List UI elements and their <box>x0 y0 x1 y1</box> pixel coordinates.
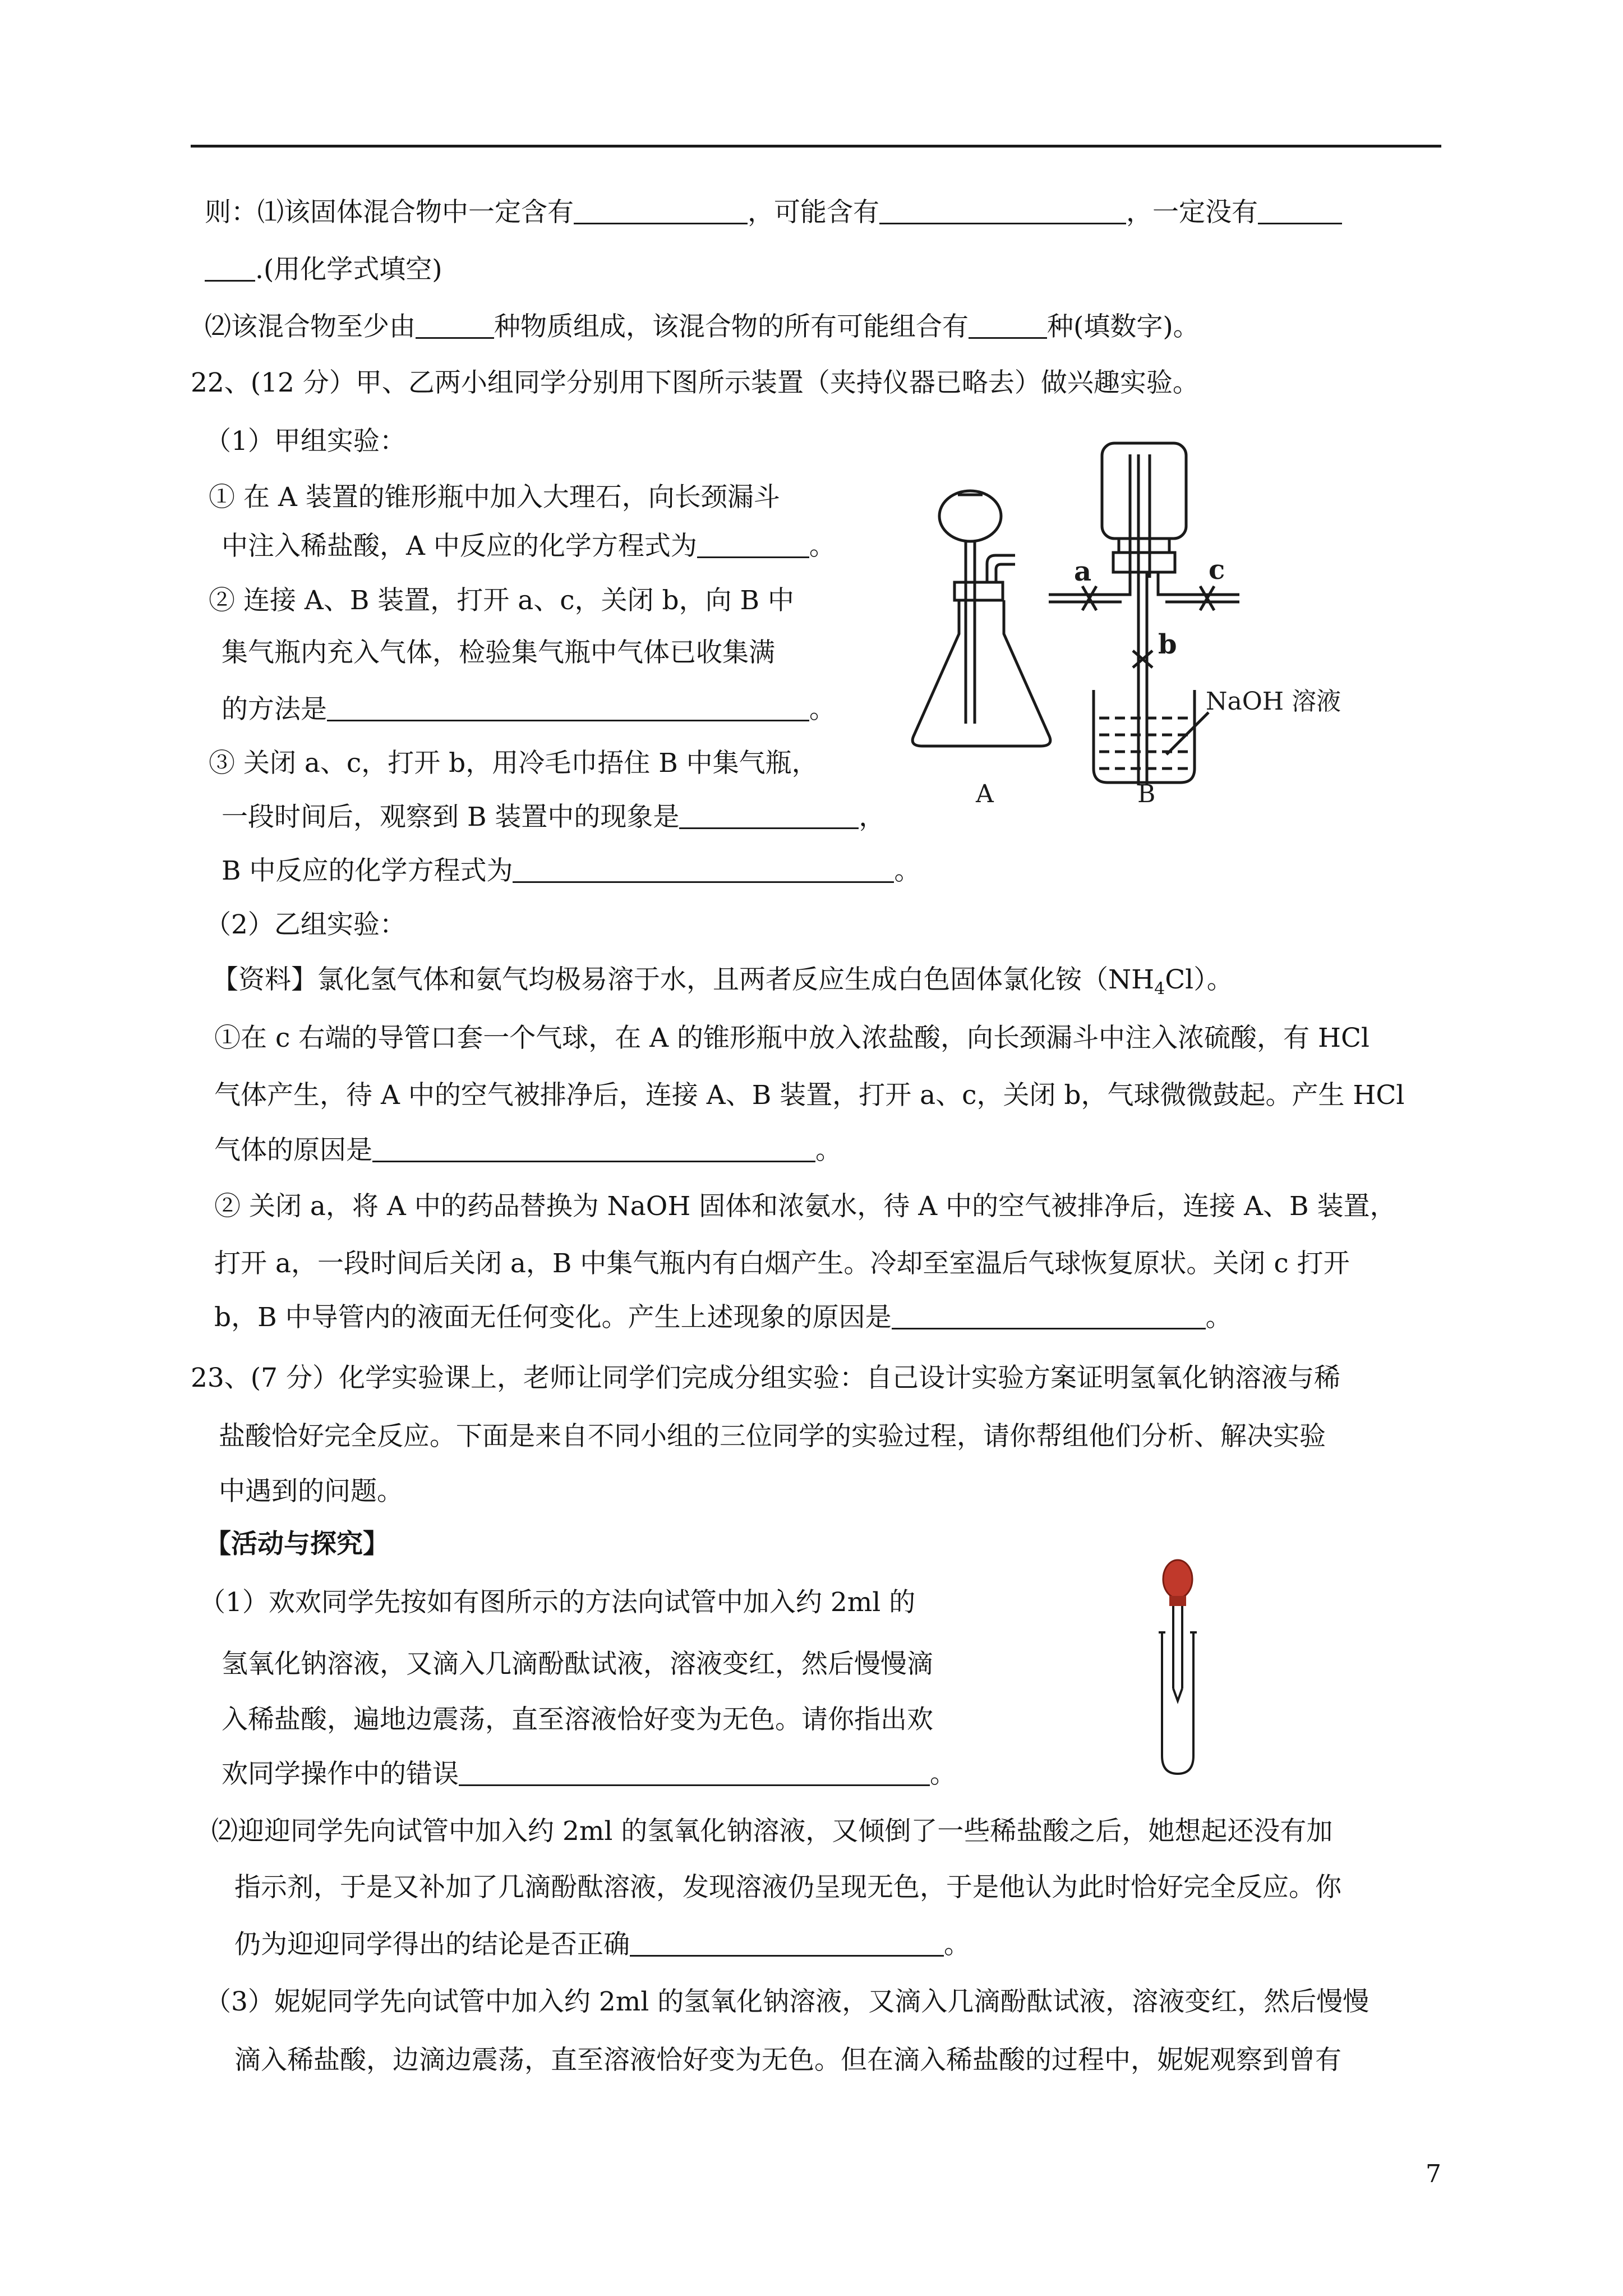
valve-label-c: c <box>1209 554 1225 586</box>
answer-blank[interactable] <box>969 311 1047 335</box>
q22-p1-line-8: B 中反应的化学方程式为 。 <box>222 855 921 886</box>
apparatus-figure <box>903 432 1341 836</box>
q23-p1-line-3: 入稀盐酸，遍地边震荡，直至溶液恰好变为无色。请你指出欢 <box>222 1704 933 1735</box>
q23-p2-line-2: 指示剂，于是又补加了几滴酚酞溶液，发现溶液仍呈现无色，于是他认为此时恰好完全反应。你 <box>234 1872 1341 1903</box>
q22-p1-line-1: ① 在 A 装置的锥形瓶中加入大理石，向长颈漏斗 <box>209 482 780 513</box>
answer-blank[interactable] <box>697 530 809 555</box>
dropper-bulb <box>1163 1560 1192 1598</box>
q21-text-3b: 种物质组成，该混合物的所有可能组合有 <box>494 311 969 342</box>
conical-flask <box>912 600 1050 746</box>
figure-label-B: B <box>1137 780 1156 808</box>
q21-text-1c: ，一定没有 <box>1126 197 1258 228</box>
q23-p1-line-1: （1）欢欢同学先按如有图所示的方法向试管中加入约 2ml 的 <box>199 1587 916 1618</box>
q23-p1-line-2: 氢氧化钠溶液，又滴入几滴酚酞试液，溶液变红，然后慢慢滴 <box>222 1649 933 1680</box>
answer-blank[interactable] <box>416 311 494 335</box>
answer-blank[interactable] <box>513 855 894 880</box>
q21-text-3a: ⑵该混合物至少由 <box>205 311 416 342</box>
page-number: 7 <box>1426 2160 1441 2188</box>
answer-blank[interactable] <box>679 801 859 826</box>
gas-bottle <box>1102 443 1186 539</box>
q22-p2-line-1: ①在 c 右端的导管口套一个气球，在 A 的锥形瓶中放入浓盐酸，向长颈漏斗中注入浓硫酸，有 HCl <box>214 1023 1370 1053</box>
q22-p1-line-7: 一段时间后，观察到 B 装置中的现象是 ， <box>222 802 886 832</box>
q22-part1-heading: （1）甲组实验： <box>205 426 406 457</box>
q22-p2-line-2: 气体产生，待 A 中的空气被排净后，连接 A、B 装置，打开 a、c，关闭 b，气球微微鼓起。产生 HCl <box>214 1080 1405 1111</box>
q22-p1-line-5: 的方法是 。 <box>222 694 836 725</box>
q22-p1-line-6: ③ 关闭 a、c，打开 b，用冷毛巾捂住 B 中集气瓶， <box>209 748 818 779</box>
q23-p3-line-2: 滴入稀盐酸，边滴边震荡，直至溶液恰好变为无色。但在滴入稀盐酸的过程中，妮妮观察到曾有 <box>234 2045 1341 2076</box>
q23-p3-line-1: （3）妮妮同学先向试管中加入约 2ml 的氢氧化钠溶液，又滴入几滴酚酞试液，溶液变红，然后慢慢 <box>205 1986 1370 2017</box>
q22-p1-line-4: 集气瓶内充入气体，检验集气瓶中气体已收集满 <box>222 637 775 668</box>
q21-text-2: .(用化学式填空) <box>255 254 442 285</box>
answer-blank[interactable] <box>630 1929 944 1953</box>
answer-blank[interactable] <box>327 693 809 718</box>
q23-line-3: 中遇到的问题。 <box>219 1476 403 1507</box>
answer-blank[interactable] <box>879 196 1126 221</box>
header-rule <box>191 145 1441 148</box>
q21-line-3 <box>205 310 1200 344</box>
q22-info: 【资料】氯化氢气体和氨气均极易溶于水，且两者反应生成白色固体氯化铵$(NH_4Cl)$。 <box>212 964 1233 999</box>
q22-p1-line-2: 中注入稀盐酸，A 中反应的化学方程式为 。 <box>222 531 836 562</box>
q22-p2-line-4: ② 关闭 a，将 A 中的药品替换为 NaOH 固体和浓氨水，待 A 中的空气被排净后，连接 A、B 装置， <box>214 1191 1396 1222</box>
q21-line-1 <box>205 195 1342 230</box>
q22-p2-line-5: 打开 a，一段时间后关闭 a，B 中集气瓶内有白烟产生。冷却至室温后气球恢复原状。关闭 c 打开 <box>214 1248 1350 1279</box>
dropper-test-tube-figure <box>1138 1554 1217 1778</box>
q21-text-1b: ，可能含有 <box>748 197 879 228</box>
q23-p2-line-3: 仍为迎迎同学得出的结论是否正确 。 <box>234 1929 970 1960</box>
q22-p2-line-3: 气体的原因是 。 <box>214 1135 842 1166</box>
stopper-A <box>955 582 1003 600</box>
figure-label-A: A <box>976 780 994 808</box>
answer-blank[interactable] <box>574 196 748 221</box>
q23-line-2: 盐酸恰好完全反应。下面是来自不同小组的三位同学的实验过程，请你帮组他们分析、解决实验 <box>219 1421 1326 1452</box>
q23-p1-line-4: 欢同学操作中的错误 。 <box>222 1759 956 1789</box>
answer-blank[interactable] <box>372 1134 815 1159</box>
q21-line-2 <box>205 252 442 287</box>
answer-blank[interactable] <box>205 254 255 278</box>
answer-blank[interactable] <box>459 1758 930 1783</box>
q22-p1-line-3: ② 连接 A、B 装置，打开 a、c，关闭 b，向 B 中 <box>209 585 795 616</box>
q23-activity-heading: 【活动与探究】 <box>205 1529 389 1559</box>
naoh-solution-label: NaOH 溶液 <box>1206 687 1341 716</box>
valve-label-a: a <box>1074 556 1092 587</box>
q23-title: 23、(7 分）化学实验课上，老师让同学们完成分组实验：自己设计实验方案证明氢氧化钠溶液与稀 <box>191 1363 1340 1393</box>
answer-blank[interactable] <box>892 1301 1206 1326</box>
stopper-B <box>1113 553 1175 572</box>
q22-part2-heading: （2）乙组实验： <box>205 909 406 940</box>
q21-text-3c: 种(填数字)。 <box>1047 311 1200 342</box>
funnel-bulb <box>939 491 1001 541</box>
answer-blank[interactable] <box>1258 196 1342 221</box>
q23-p2-line-1: ⑵迎迎同学先向试管中加入约 2ml 的氢氧化钠溶液，又倾倒了一些稀盐酸之后，她想起还没有加 <box>211 1816 1333 1847</box>
dropper-collar <box>1169 1596 1186 1606</box>
q21-text-1a: 则：⑴该固体混合物中一定含有 <box>205 197 574 228</box>
q22-p2-line-6: b，B 中导管内的液面无任何变化。产生上述现象的原因是 。 <box>214 1302 1232 1333</box>
q22-title: 22、(12 分）甲、乙两小组同学分别用下图所示装置（夹持仪器已略去）做兴趣实验。 <box>191 367 1199 398</box>
valve-label-b: b <box>1158 629 1177 660</box>
